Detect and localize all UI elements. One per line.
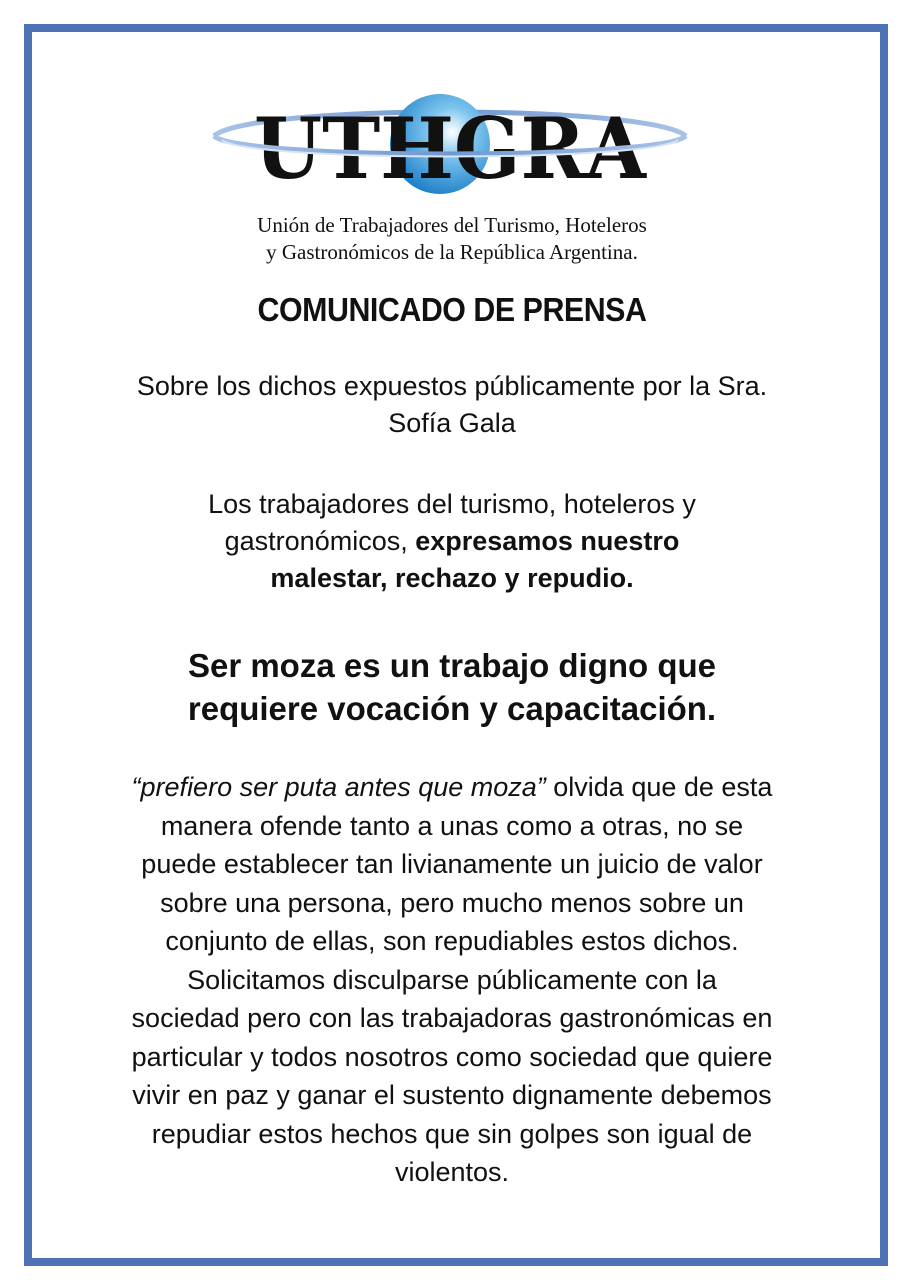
statement-line2-bold: expresamos nuestro	[415, 526, 680, 556]
body-line-10: repudiar estos hechos que sin golpes son igual de	[151, 1118, 753, 1149]
body-line-3: puede establecer tan livianamente un juicio de valor	[141, 849, 763, 879]
organization-name	[0, 212, 904, 266]
body-paragraph	[46, 768, 858, 1192]
organization-name-line2: y Gastronómicos de la República Argentina.	[266, 240, 638, 264]
body-quote: “prefiero ser puta antes que moza”	[131, 772, 546, 802]
statement-line1: Los trabajadores del turismo, hoteleros y	[208, 489, 696, 519]
body-line-1-rest: olvida que de esta	[545, 772, 773, 802]
body-line-1	[46, 768, 858, 807]
uthgra-logo	[208, 90, 692, 202]
statement-line3-bold: malestar, rechazo y repudio.	[270, 563, 634, 593]
body-line-11: violentos.	[394, 1157, 510, 1187]
statement-paragraph	[60, 486, 844, 597]
tagline-line2: requiere vocación y capacitación.	[187, 690, 717, 727]
press-release-heading: COMUNICADO DE PRENSA	[257, 291, 647, 328]
subject-paragraph	[60, 368, 844, 442]
organization-name-line1: Unión de Trabajadores del Turismo, Hoteleros	[257, 213, 647, 237]
body-line-7: sociedad pero con las trabajadoras gastronómicas en	[131, 1003, 773, 1033]
subject-line2: Sofía Gala	[388, 408, 516, 438]
statement-line2	[60, 523, 844, 560]
body-line-6: Solicitamos disculparse públicamente con la	[187, 964, 717, 995]
tagline	[40, 644, 864, 730]
statement-line2-plain: gastronómicos,	[224, 526, 416, 556]
body-line-2: manera ofende tanto a unas como a otras, no se	[160, 810, 744, 841]
body-line-8: particular y todos nosotros como sociedad que quiere	[131, 1041, 773, 1072]
statement-line3	[60, 560, 844, 597]
body-line-5: conjunto de ellas, son repudiables estos dichos.	[165, 926, 739, 956]
body-line-4: sobre una persona, pero mucho menos sobre un	[160, 887, 744, 918]
tagline-line1: Ser moza es un trabajo digno que	[187, 647, 717, 684]
svg-text:UTHGRA: UTHGRA	[254, 99, 648, 198]
body-line-9: vivir en paz y ganar el sustento dignamente debemos	[132, 1080, 772, 1110]
subject-line1: Sobre los dichos expuestos públicamente por la Sra.	[136, 371, 768, 401]
